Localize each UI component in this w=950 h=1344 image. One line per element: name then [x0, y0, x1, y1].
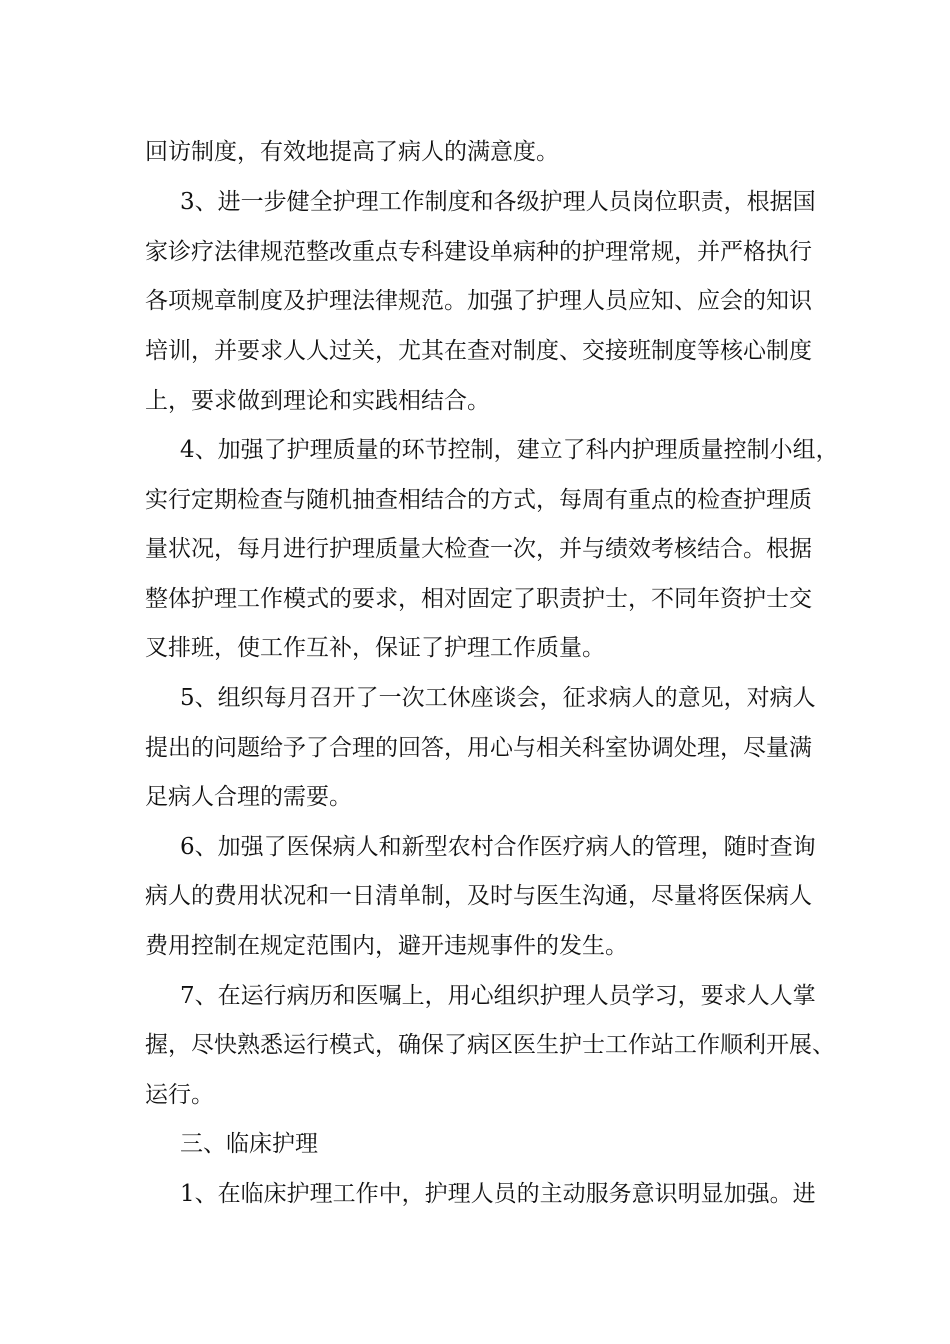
text-line: 3、进一步健全护理工作制度和各级护理人员岗位职责，根据国: [180, 189, 816, 215]
text-line: 病人的费用状况和一日清单制，及时与医生沟通，尽量将医保病人: [145, 883, 812, 909]
text-line: 足病人合理的需要。: [145, 784, 352, 810]
text-line: 1、在临床护理工作中，护理人员的主动服务意识明显加强。进: [180, 1181, 816, 1207]
text-line: 5、组织每月召开了一次工休座谈会，征求病人的意见，对病人: [180, 685, 816, 711]
text-line: 家诊疗法律规范整改重点专科建设单病种的护理常规，并严格执行: [145, 239, 812, 265]
text-line: 实行定期检查与随机抽查相结合的方式，每周有重点的检查护理质: [145, 487, 812, 513]
text-line: 握，尽快熟悉运行模式，确保了病区医生护士工作站工作顺利开展、: [145, 1032, 835, 1058]
text-line: 提出的问题给予了合理的回答，用心与相关科室协调处理，尽量满: [145, 735, 812, 761]
text-line: 各项规章制度及护理法律规范。加强了护理人员应知、应会的知识: [145, 288, 812, 314]
text-line: 7、在运行病历和医嘱上，用心组织护理人员学习，要求人人掌: [180, 983, 816, 1009]
text-line: 上，要求做到理论和实践相结合。: [145, 388, 490, 414]
text-line: 培训，并要求人人过关，尤其在查对制度、交接班制度等核心制度: [145, 338, 812, 364]
text-line: 4、加强了护理质量的环节控制，建立了科内护理质量控制小组，: [180, 437, 839, 463]
text-line: 6、加强了医保病人和新型农村合作医疗病人的管理，随时查询: [180, 834, 816, 860]
text-line: 量状况，每月进行护理质量大检查一次，并与绩效考核结合。根据: [145, 536, 812, 562]
section-heading: 三、临床护理: [180, 1131, 318, 1157]
text-line: 费用控制在规定范围内，避开违规事件的发生。: [145, 933, 628, 959]
text-line: 整体护理工作模式的要求，相对固定了职责护士，不同年资护士交: [145, 586, 812, 612]
text-line: 叉排班，使工作互补，保证了护理工作质量。: [145, 635, 605, 661]
text-line: 运行。: [145, 1082, 214, 1108]
text-line: 回访制度，有效地提高了病人的满意度。: [145, 139, 559, 165]
